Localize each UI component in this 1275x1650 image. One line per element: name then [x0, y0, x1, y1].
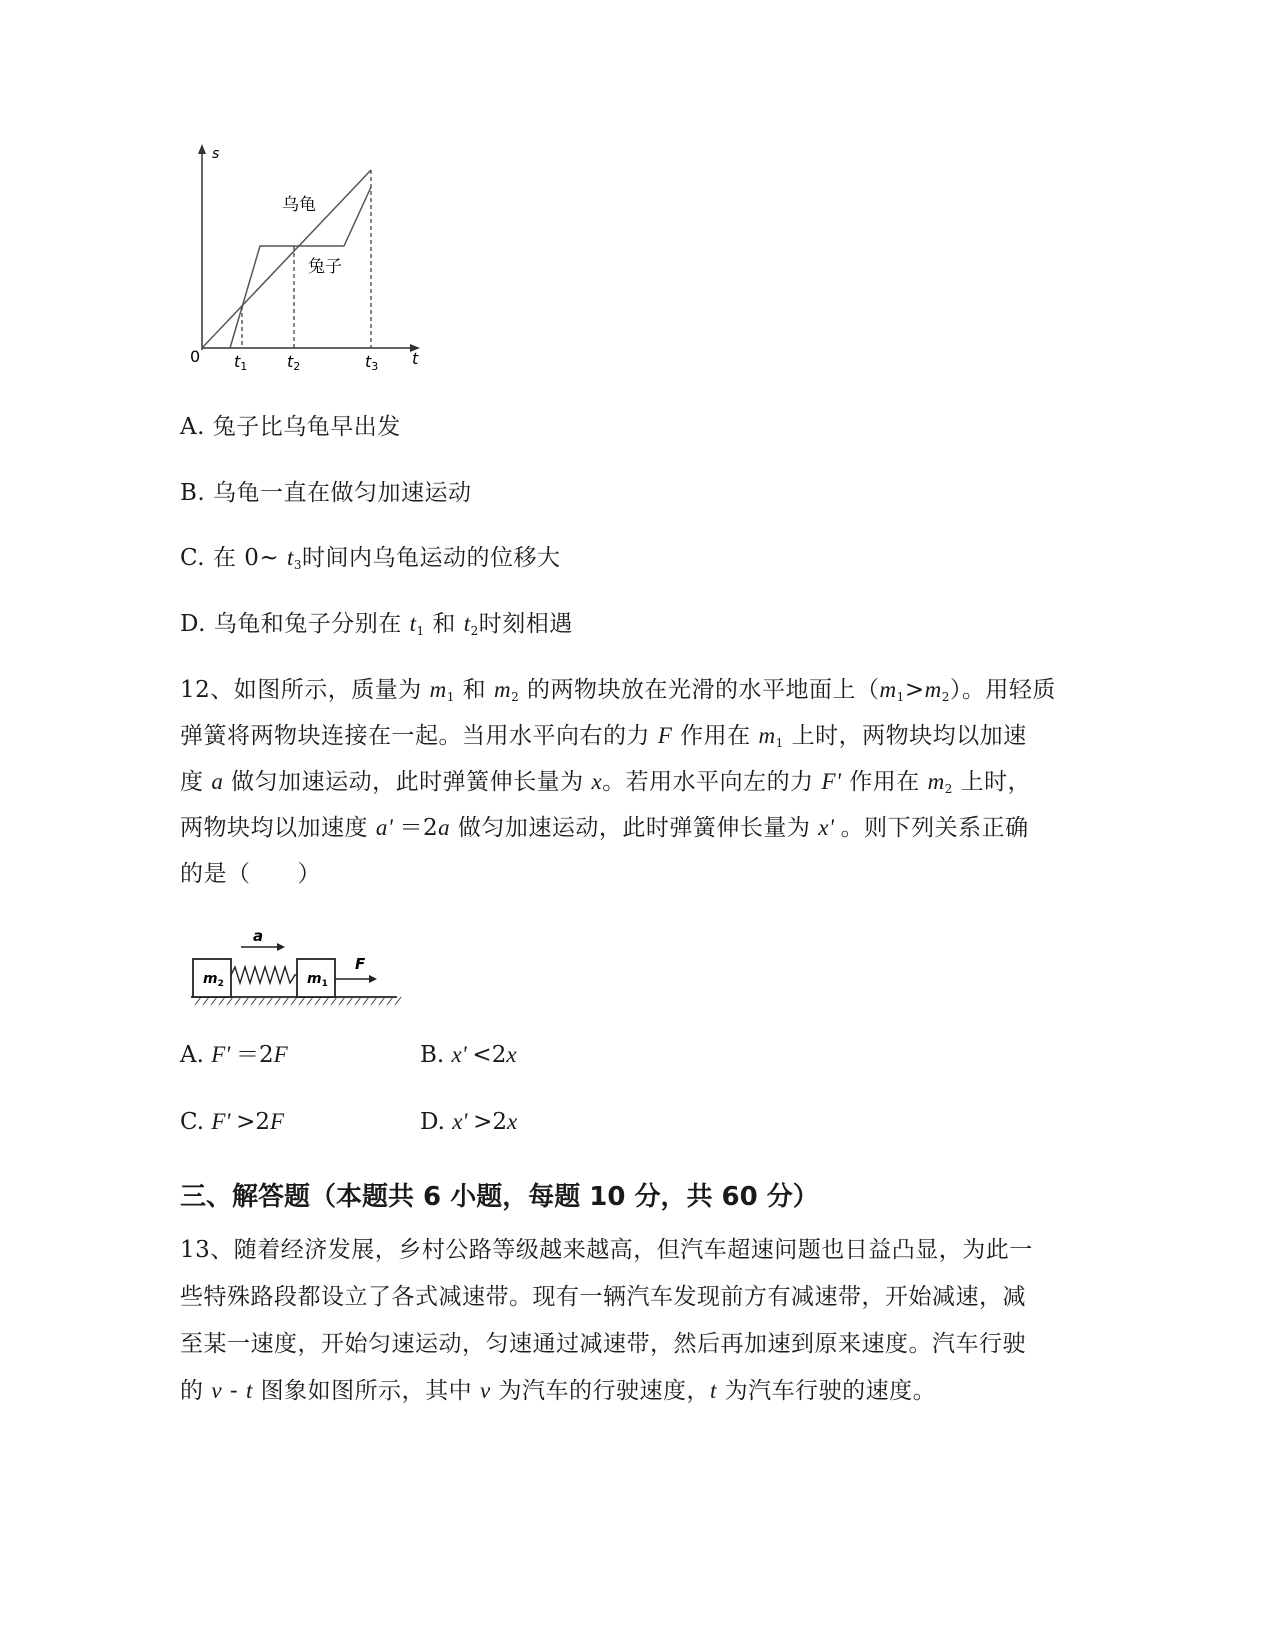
tick-t1: t1: [234, 352, 248, 373]
q13-line-4: 的 v - t 图象如图所示，其中 v 为汽车的行驶速度，t 为汽车行驶的速度。: [180, 1378, 937, 1404]
rabbit-label: 兔子: [308, 257, 342, 277]
spring: [231, 967, 297, 983]
q11-d-sub1: 1: [416, 624, 425, 638]
q13-line-2: 些特殊路段都设立了各式减速带。现有一辆汽车发现前方有减速带，开始减速，减: [180, 1284, 1026, 1310]
q11-c-sub: 3: [293, 558, 302, 572]
q12-line-2: 弹簧将两物块连接在一起。当用水平向右的力 F 作用在 $m_1$ 上时，两物块均以加速: [180, 723, 1027, 750]
q11-option-c: [180, 543, 560, 580]
force-arrowhead: [369, 975, 377, 983]
ground-hatch: [195, 997, 401, 1005]
q12-option-b: B. x' <2x: [420, 1042, 517, 1068]
q11-d-var1: t: [409, 611, 417, 636]
q11-d-var2: t: [463, 611, 471, 636]
q13-line-3: 至某一速度，开始匀速运动，匀速通过减速带，然后再加速到原来速度。汽车行驶: [180, 1331, 1026, 1357]
force-label: F: [355, 955, 366, 973]
tortoise-label: 乌龟: [282, 195, 316, 215]
tick-t2: t2: [287, 352, 301, 373]
q12-line-3: 度 a 做匀加速运动，此时弹簧伸长量为 x。若用水平向左的力 F' 作用在 $m_2$ 上时，: [180, 769, 1032, 796]
section-3-heading: 三、解答题（本题共 6 小题，每题 10 分，共 60 分）: [180, 1182, 819, 1212]
q12-option-a: A. F' ＝2F: [180, 1042, 288, 1068]
s-axis-arrow: [198, 144, 206, 154]
q12-line-5: 的是（ ）: [180, 861, 321, 887]
q11-d-sub2: 2: [470, 624, 479, 638]
q12-line-4: 两物块均以加速度 a' ＝2a 做匀加速运动，此时弹簧伸长量为 x' 。则下列关系正确: [180, 815, 1029, 841]
t-axis-label: t: [412, 349, 419, 368]
q12-option-d: D. x' >2x: [420, 1109, 518, 1135]
block-m2-label: $m_2$: [203, 971, 224, 989]
accel-arrowhead: [277, 943, 285, 951]
q11-option-a: A. 兔子比乌龟早出发: [180, 414, 401, 440]
q13-line-1: 13、随着经济发展，乡村公路等级越来越高，但汽车超速问题也日益凸显，为此一: [180, 1237, 1033, 1263]
q11-c-text: C. 在 0~: [180, 545, 287, 571]
q12-line-1: 12、如图所示，质量为 $m_1$ 和 $m_2$ 的两物块放在光滑的水平地面上$(m_1>m_2)$。用轻质: [180, 677, 1056, 704]
q11-d-text2: 时刻相遇: [478, 611, 573, 637]
q11-d-text: D. 乌龟和兔子分别在: [180, 611, 410, 637]
q11-c-text2: 时间内乌龟运动的位移大: [301, 545, 561, 571]
q11-option-d: [180, 609, 573, 646]
spring-blocks-diagram: [185, 925, 405, 1015]
accel-label: a: [253, 927, 264, 945]
st-graph: [180, 140, 440, 380]
q11-option-b: B. 乌龟一直在做匀加速运动: [180, 480, 472, 506]
q11-d-mid: 和: [424, 611, 464, 637]
tick-t3: t3: [365, 352, 379, 373]
block-m1-label: $m_1$: [307, 971, 328, 989]
q11-c-var: t: [286, 545, 294, 570]
s-axis-label: s: [212, 146, 220, 162]
q12-option-c: C. F' >2F: [180, 1109, 285, 1135]
origin-label: 0: [190, 347, 201, 366]
